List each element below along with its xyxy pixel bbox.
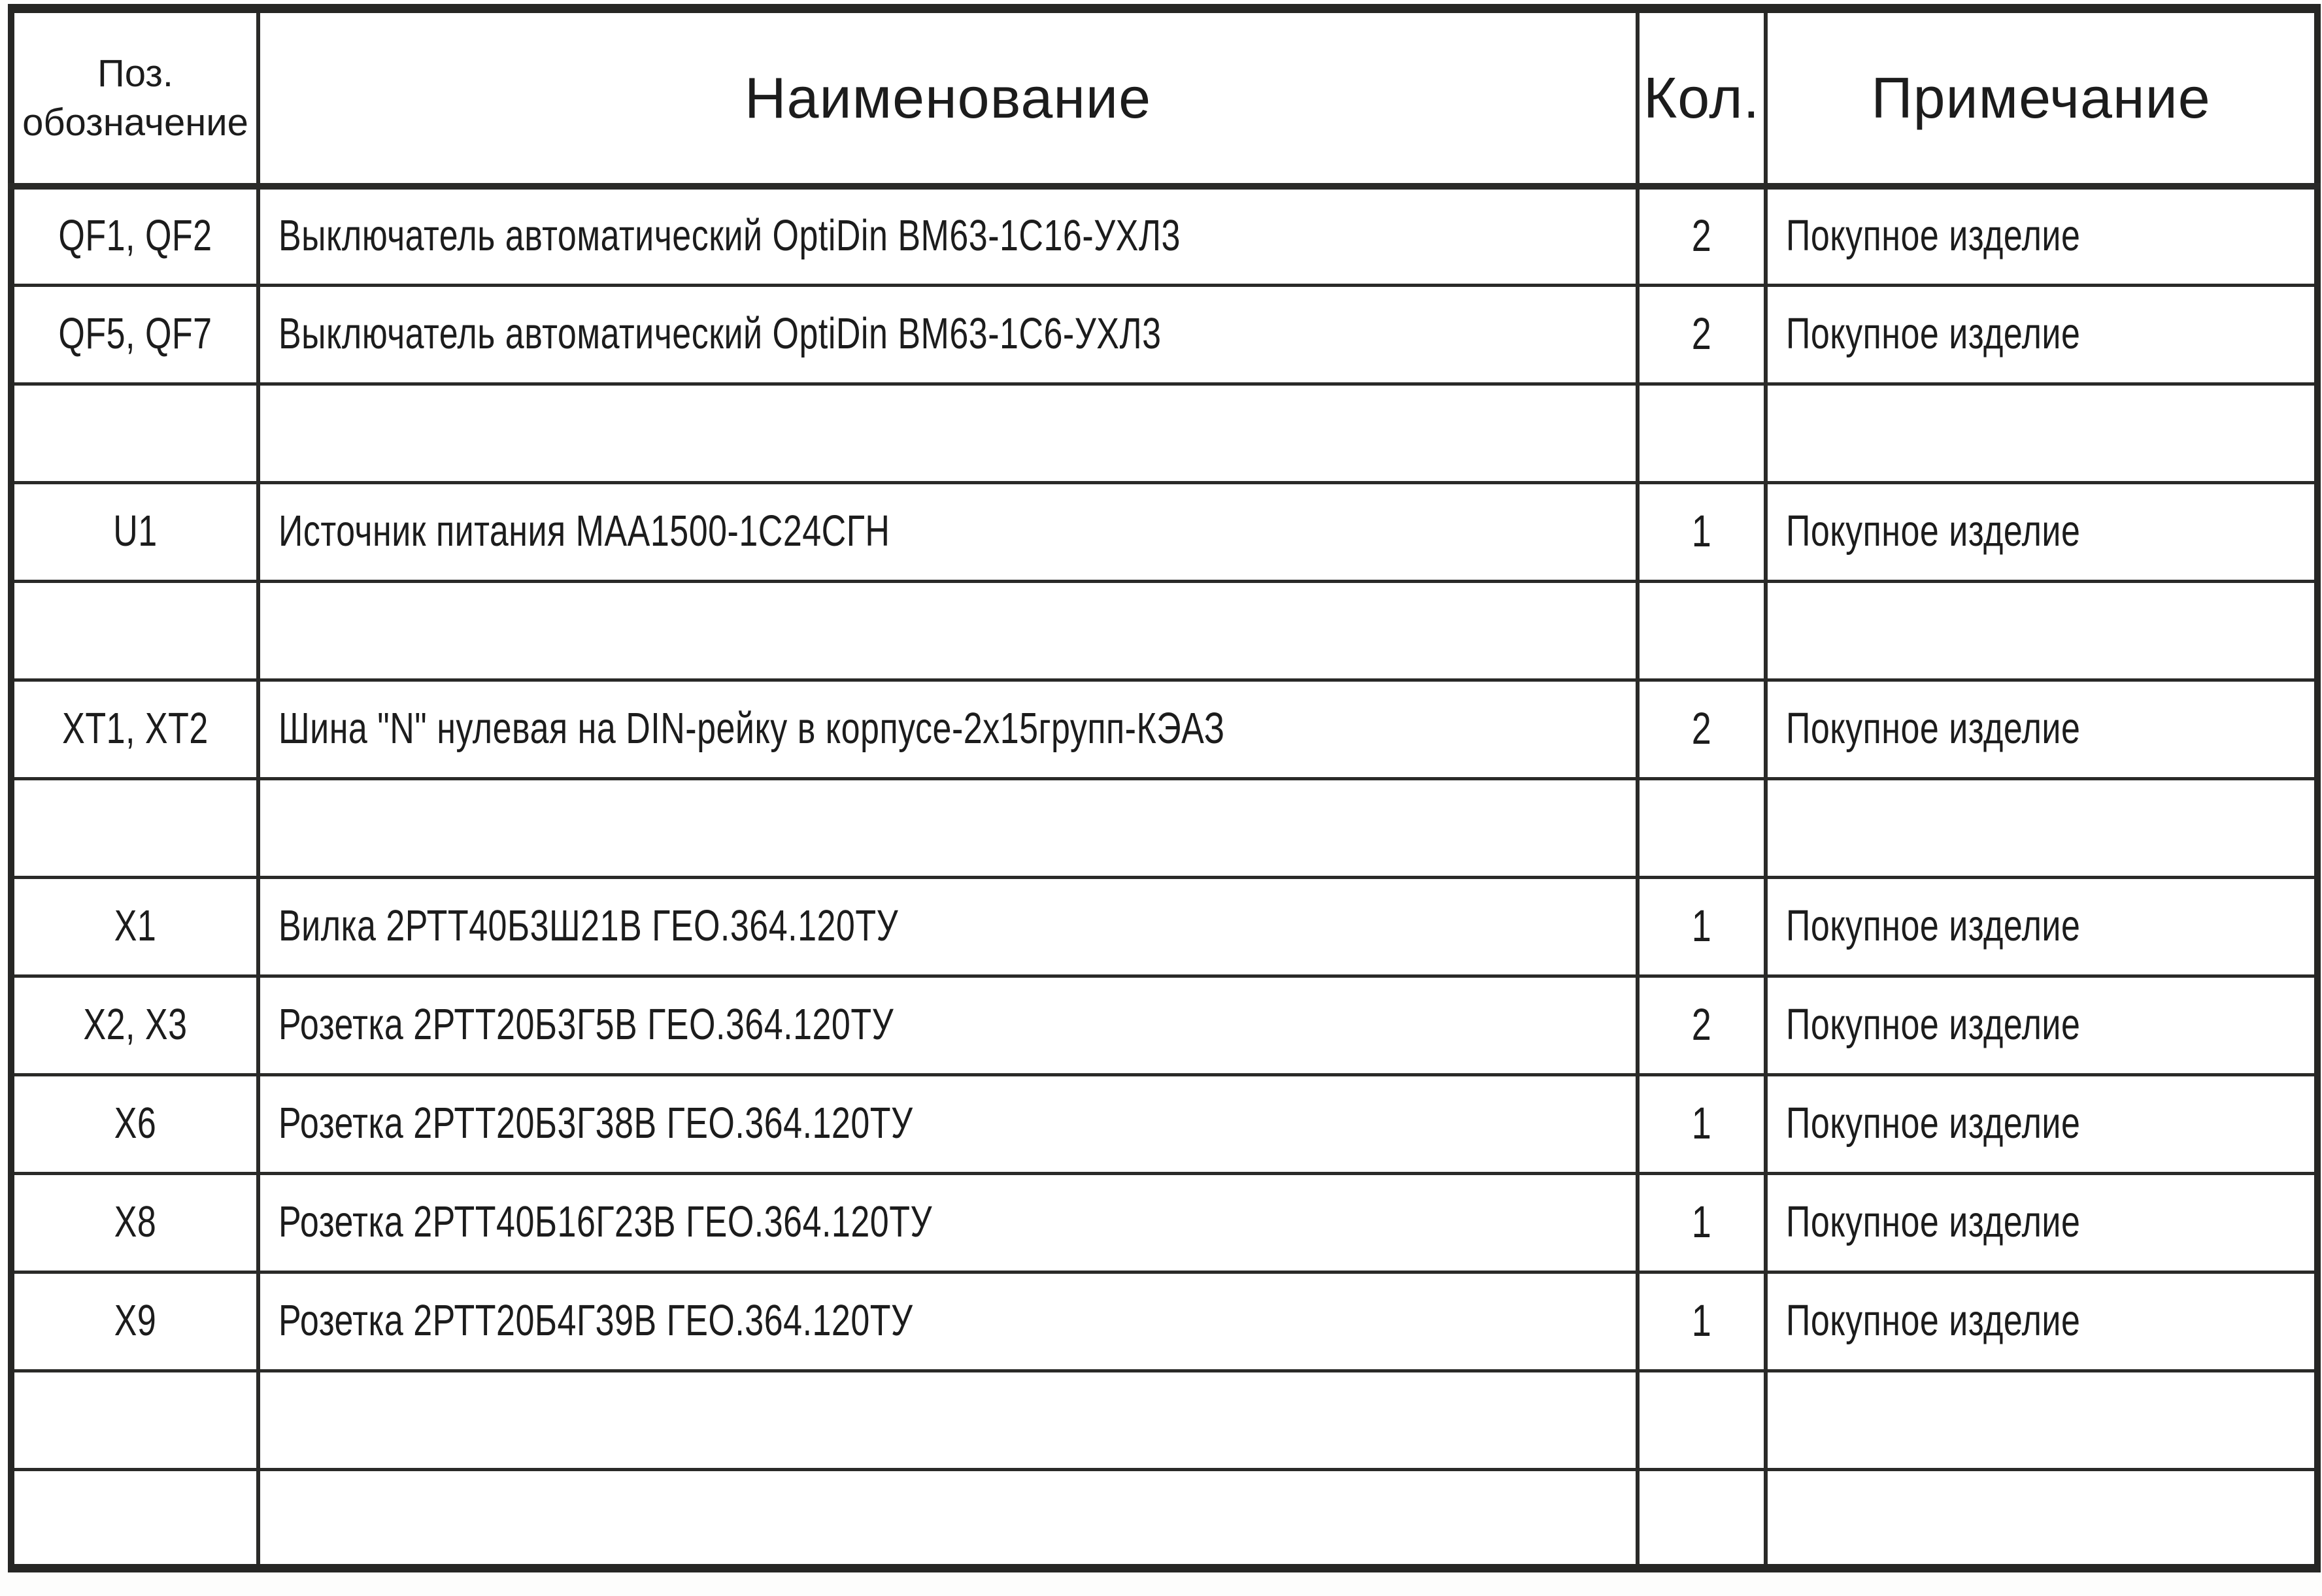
cell-pos xyxy=(11,778,258,877)
cell-name: Источник питания МАА1500-1С24СГН xyxy=(258,482,1638,581)
cell-note xyxy=(1766,1469,2317,1568)
table-row xyxy=(11,285,2317,384)
cell-qty xyxy=(1638,1371,1766,1469)
cell-qty: 2 xyxy=(1638,186,1766,285)
cell-note xyxy=(1766,1371,2317,1469)
cell-note: Покупное изделие xyxy=(1766,680,2317,778)
cell-note: Покупное изделие xyxy=(1766,482,2317,581)
cell-note: Покупное изделие xyxy=(1766,976,2317,1074)
cell-qty xyxy=(1638,384,1766,482)
table-row xyxy=(11,1371,2317,1469)
table-row xyxy=(11,877,2317,976)
cell-note: Покупное изделие xyxy=(1766,1173,2317,1272)
cell-note: Покупное изделие xyxy=(1766,285,2317,384)
cell-pos xyxy=(11,1469,258,1568)
cell-note: Покупное изделие xyxy=(1766,1074,2317,1173)
table-row xyxy=(11,976,2317,1074)
cell-pos xyxy=(11,384,258,482)
cell-name: Выключатель автоматический OptiDin ВМ63-1С16-УХЛ3 xyxy=(258,186,1638,285)
cell-name xyxy=(258,1371,1638,1469)
col-header-qty: Кол. xyxy=(1638,8,1766,186)
table-row xyxy=(11,1469,2317,1568)
cell-note: Покупное изделие xyxy=(1766,186,2317,285)
cell-name: Розетка 2РТТ20Б4Г39В ГЕО.364.120ТУ xyxy=(258,1272,1638,1371)
header-row xyxy=(11,8,2317,186)
cell-qty: 1 xyxy=(1638,1173,1766,1272)
cell-qty: 1 xyxy=(1638,1272,1766,1371)
col-header-note: Примечание xyxy=(1766,8,2317,186)
cell-pos: X8 xyxy=(11,1173,258,1272)
component-spec-table xyxy=(8,4,2321,1572)
cell-qty: 2 xyxy=(1638,680,1766,778)
cell-pos: QF5, QF7 xyxy=(11,285,258,384)
cell-name: Шина "N" нулевая на DIN-рейку в корпусе-2х15групп-КЭАЗ xyxy=(258,680,1638,778)
cell-qty xyxy=(1638,581,1766,680)
cell-name: Розетка 2РТТ20Б3Г38В ГЕО.364.120ТУ xyxy=(258,1074,1638,1173)
cell-name xyxy=(258,384,1638,482)
table-row xyxy=(11,680,2317,778)
table-row xyxy=(11,1173,2317,1272)
cell-name: Вилка 2РТТ40Б3Ш21В ГЕО.364.120ТУ xyxy=(258,877,1638,976)
cell-note: Покупное изделие xyxy=(1766,1272,2317,1371)
cell-pos: X2, X3 xyxy=(11,976,258,1074)
table-row xyxy=(11,778,2317,877)
cell-pos: X9 xyxy=(11,1272,258,1371)
cell-qty: 1 xyxy=(1638,1074,1766,1173)
cell-note xyxy=(1766,778,2317,877)
table-row xyxy=(11,186,2317,285)
cell-pos: X1 xyxy=(11,877,258,976)
cell-qty: 2 xyxy=(1638,285,1766,384)
cell-pos: U1 xyxy=(11,482,258,581)
col-header-pos-line1: Поз. xyxy=(97,52,173,95)
cell-qty xyxy=(1638,778,1766,877)
cell-name: Розетка 2РТТ40Б16Г23В ГЕО.364.120ТУ xyxy=(258,1173,1638,1272)
cell-qty: 2 xyxy=(1638,976,1766,1074)
col-header-pos-designation xyxy=(11,8,258,186)
cell-name xyxy=(258,778,1638,877)
cell-note xyxy=(1766,384,2317,482)
cell-note xyxy=(1766,581,2317,680)
table-row xyxy=(11,384,2317,482)
table-row xyxy=(11,1074,2317,1173)
cell-name: Выключатель автоматический OptiDin ВМ63-1С6-УХЛ3 xyxy=(258,285,1638,384)
cell-qty: 1 xyxy=(1638,482,1766,581)
table-row xyxy=(11,581,2317,680)
cell-name xyxy=(258,581,1638,680)
cell-pos: QF1, QF2 xyxy=(11,186,258,285)
table-row xyxy=(11,482,2317,581)
cell-pos: X6 xyxy=(11,1074,258,1173)
table-row xyxy=(11,1272,2317,1371)
cell-name xyxy=(258,1469,1638,1568)
col-header-name: Наименование xyxy=(258,8,1638,186)
cell-pos xyxy=(11,1371,258,1469)
col-header-pos-line2: обозначение xyxy=(22,101,248,144)
cell-qty: 1 xyxy=(1638,877,1766,976)
cell-qty xyxy=(1638,1469,1766,1568)
cell-pos: XT1, XT2 xyxy=(11,680,258,778)
cell-name: Розетка 2РТТ20Б3Г5В ГЕО.364.120ТУ xyxy=(258,976,1638,1074)
cell-note: Покупное изделие xyxy=(1766,877,2317,976)
cell-pos xyxy=(11,581,258,680)
